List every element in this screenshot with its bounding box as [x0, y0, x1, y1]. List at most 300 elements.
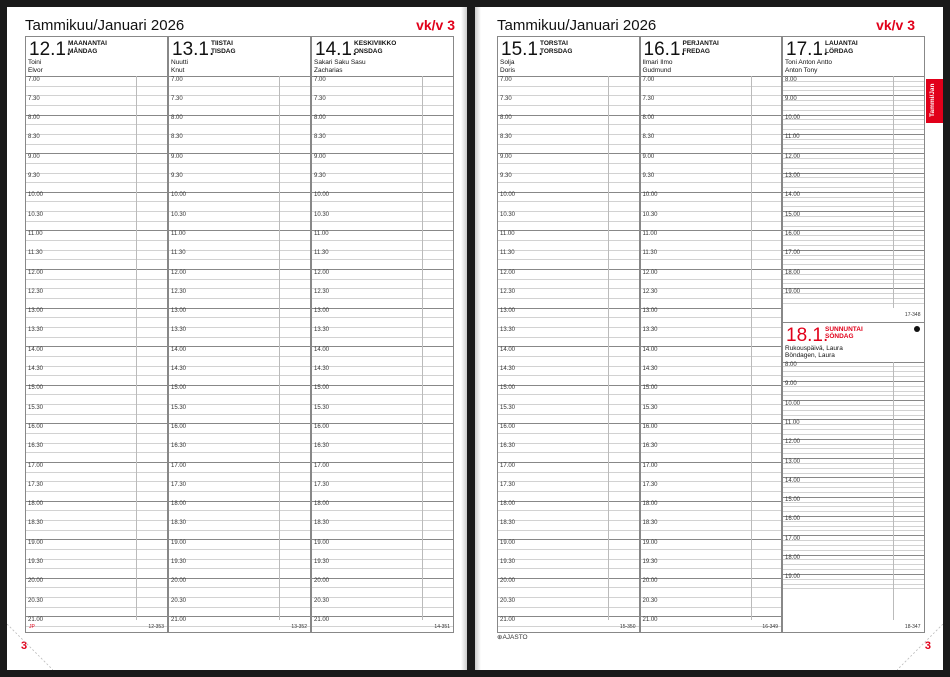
time-label: 11.00: [28, 230, 43, 237]
time-slot[interactable]: [783, 211, 924, 230]
time-slot[interactable]: [26, 250, 167, 269]
time-label: 13.30: [500, 327, 516, 334]
day-name-fi: PERJANTAI: [682, 40, 719, 47]
time-label: 19.00: [785, 574, 801, 581]
time-slot[interactable]: [169, 616, 310, 635]
time-slot[interactable]: [641, 115, 782, 134]
time-label: 18.00: [785, 269, 801, 276]
time-slot[interactable]: [783, 76, 924, 95]
time-slot[interactable]: [498, 443, 639, 462]
time-label: 10.00: [314, 192, 330, 199]
time-slot[interactable]: [312, 462, 453, 481]
time-slot[interactable]: [641, 616, 782, 635]
name-day: Gudmund: [642, 66, 672, 74]
time-slot[interactable]: [641, 366, 782, 385]
page-title: Tammikuu/Januari 2026: [497, 17, 657, 34]
day-names: [825, 40, 858, 55]
name-day-list: [500, 59, 515, 74]
time-label: 10.00: [785, 400, 801, 407]
time-slot[interactable]: [26, 288, 167, 307]
weekend-column: [782, 36, 925, 633]
time-slot[interactable]: [498, 578, 639, 597]
time-slot[interactable]: [641, 211, 782, 230]
time-slot[interactable]: [641, 134, 782, 153]
time-label: 9.30: [500, 173, 512, 179]
day-number-footer: 17-348: [904, 311, 921, 318]
time-label: 8.30: [642, 134, 655, 141]
time-label: 10.00: [171, 192, 187, 199]
time-slot[interactable]: [783, 458, 924, 477]
time-slot[interactable]: [169, 95, 310, 114]
name-day: Solja: [500, 59, 515, 66]
time-label: 12.30: [28, 288, 44, 295]
time-label: 16.30: [171, 443, 187, 450]
time-slot[interactable]: [26, 578, 167, 597]
time-slot[interactable]: [169, 385, 310, 404]
time-slot[interactable]: [26, 481, 167, 500]
time-label: 18.00: [28, 501, 44, 508]
time-label: 11.30: [642, 250, 658, 257]
time-label: 13.30: [642, 327, 658, 334]
time-label: 12.30: [171, 288, 187, 295]
time-slot[interactable]: [641, 423, 782, 442]
time-slot[interactable]: [783, 173, 924, 192]
day-header: [169, 37, 310, 76]
time-slot[interactable]: [641, 597, 782, 616]
time-slot[interactable]: [312, 501, 453, 520]
time-slot[interactable]: [641, 481, 782, 500]
day-names: [354, 40, 396, 55]
time-label: 7.00: [642, 76, 655, 83]
time-slot[interactable]: [26, 520, 167, 539]
time-slot[interactable]: [641, 173, 782, 192]
day-column: [168, 36, 311, 633]
time-label: 9.00: [785, 95, 797, 102]
time-label: 15.30: [171, 404, 187, 411]
time-label: 14.00: [785, 192, 801, 199]
time-slot[interactable]: [783, 516, 924, 535]
brand-logo: ⊕AJASTO: [497, 634, 528, 641]
time-slot[interactable]: [169, 539, 310, 558]
time-label: 12.30: [642, 288, 658, 295]
time-slot[interactable]: [169, 346, 310, 365]
time-slot[interactable]: [312, 288, 453, 307]
time-slot[interactable]: [498, 404, 639, 423]
time-slot[interactable]: [641, 462, 782, 481]
time-slot[interactable]: [312, 327, 453, 346]
time-slot[interactable]: [169, 462, 310, 481]
time-slot[interactable]: [498, 481, 639, 500]
time-slot[interactable]: [783, 192, 924, 211]
time-slot[interactable]: [312, 520, 453, 539]
time-label: 15.30: [28, 404, 44, 411]
time-label: 7.00: [314, 76, 326, 83]
time-slot[interactable]: [169, 153, 310, 172]
time-label: 14.00: [500, 346, 516, 353]
time-label: 19.00: [500, 539, 516, 546]
time-label: 14.30: [314, 366, 330, 372]
time-label: 21.00: [500, 616, 516, 623]
week-number: vk/v 3: [876, 17, 915, 33]
time-label: 21.00: [314, 616, 330, 623]
time-slot[interactable]: [26, 346, 167, 365]
time-label: 20.00: [500, 578, 516, 585]
time-slot[interactable]: [169, 520, 310, 539]
time-slot[interactable]: [641, 308, 782, 327]
time-slot[interactable]: [783, 95, 924, 114]
time-slot[interactable]: [783, 250, 924, 269]
day-number-footer: 18-347: [904, 624, 921, 630]
time-slot[interactable]: [26, 559, 167, 578]
time-slot[interactable]: [26, 95, 167, 114]
time-label: 15.00: [28, 385, 44, 392]
time-slot[interactable]: [498, 115, 639, 134]
time-label: 16.00: [500, 423, 516, 430]
time-slot[interactable]: [783, 269, 924, 288]
time-label: 18.30: [500, 520, 516, 527]
time-slot[interactable]: [783, 381, 924, 400]
time-slot[interactable]: [498, 346, 639, 365]
time-slot[interactable]: [169, 597, 310, 616]
day-date: 12.1.: [29, 39, 72, 60]
time-slot[interactable]: [312, 250, 453, 269]
time-slot[interactable]: [783, 477, 924, 496]
time-label: 10.30: [28, 211, 44, 218]
time-slot[interactable]: [169, 134, 310, 153]
time-slot[interactable]: [312, 443, 453, 462]
time-label: 18.00: [642, 501, 658, 508]
time-label: 20.30: [28, 597, 44, 604]
time-slot[interactable]: [498, 211, 639, 230]
name-day: Doris: [500, 66, 516, 74]
time-slot[interactable]: [169, 423, 310, 442]
time-label: 19.30: [171, 559, 187, 565]
page-title: Tammikuu/Januari 2026: [25, 17, 185, 34]
time-slot[interactable]: [498, 423, 639, 442]
day-name-sv: SÖNDAG: [825, 333, 854, 341]
time-slot[interactable]: [783, 574, 924, 593]
time-slot[interactable]: [783, 362, 924, 381]
time-slot[interactable]: [26, 423, 167, 442]
time-slot[interactable]: [783, 400, 924, 419]
time-slot[interactable]: [641, 288, 782, 307]
time-slot[interactable]: [26, 134, 167, 153]
time-label: 16.30: [314, 443, 330, 450]
time-slot[interactable]: [498, 269, 639, 288]
day-header: [641, 37, 782, 76]
left-page: [7, 7, 467, 670]
time-slot[interactable]: [169, 327, 310, 346]
name-day-list: [28, 59, 43, 74]
time-label: 18.30: [28, 520, 44, 527]
time-slot[interactable]: [26, 385, 167, 404]
day-name-fi: TORSTAI: [540, 40, 568, 47]
time-slot[interactable]: [498, 134, 639, 153]
time-slot[interactable]: [498, 230, 639, 249]
time-label: 7.00: [500, 76, 512, 83]
time-slot[interactable]: [498, 385, 639, 404]
time-slot[interactable]: [641, 192, 782, 211]
day-date: 13.1.: [172, 39, 215, 60]
time-label: 20.30: [171, 597, 187, 604]
time-slot[interactable]: [641, 520, 782, 539]
time-label: 14.30: [28, 366, 44, 372]
time-slot[interactable]: [312, 346, 453, 365]
time-slot[interactable]: [641, 230, 782, 249]
time-slot[interactable]: [498, 501, 639, 520]
time-slot[interactable]: [641, 76, 782, 95]
time-slot[interactable]: [26, 230, 167, 249]
day-name-sv: TISDAG: [211, 47, 236, 55]
name-day: Ilmari Ilmo: [642, 59, 673, 66]
day-date: 18.1.: [786, 324, 829, 346]
sunday-section: [783, 322, 924, 632]
time-slot[interactable]: [312, 539, 453, 558]
time-slot[interactable]: [641, 578, 782, 597]
time-slot[interactable]: [783, 288, 924, 307]
day-names: [68, 40, 107, 55]
time-slot[interactable]: [26, 211, 167, 230]
time-label: 19.00: [785, 288, 801, 295]
time-slot[interactable]: [26, 269, 167, 288]
name-day: Toni Anton Antto: [785, 59, 832, 66]
time-slot[interactable]: [312, 385, 453, 404]
time-label: 9.30: [314, 173, 326, 179]
time-label: 14.30: [500, 366, 516, 372]
name-day: Toini: [28, 59, 42, 66]
name-day: Anton Tony: [785, 66, 818, 74]
time-label: 14.00: [785, 477, 801, 484]
time-slot[interactable]: [26, 153, 167, 172]
time-label: 11.00: [500, 230, 515, 237]
name-day-list: [785, 59, 832, 74]
time-label: 18.00: [314, 501, 330, 508]
time-slot[interactable]: [641, 327, 782, 346]
time-slot[interactable]: [498, 288, 639, 307]
time-slot[interactable]: [783, 535, 924, 554]
time-slot[interactable]: [498, 539, 639, 558]
time-slot[interactable]: [169, 76, 310, 95]
time-slot[interactable]: [312, 269, 453, 288]
time-slot[interactable]: [641, 385, 782, 404]
time-slot[interactable]: [312, 559, 453, 578]
time-label: 14.00: [171, 346, 187, 353]
time-slot[interactable]: [312, 173, 453, 192]
time-grid: [498, 76, 639, 636]
name-day: Nuutti: [171, 59, 188, 66]
time-slot[interactable]: [26, 501, 167, 520]
time-slot[interactable]: [312, 481, 453, 500]
time-slot[interactable]: [498, 76, 639, 95]
time-slot[interactable]: [312, 95, 453, 114]
initials-mark: JP: [29, 624, 35, 630]
day-name-fi: KESKIVIIKKO: [354, 40, 397, 47]
time-slot[interactable]: [498, 366, 639, 385]
time-slot[interactable]: [498, 153, 639, 172]
time-slot[interactable]: [783, 555, 924, 574]
time-slot[interactable]: [169, 366, 310, 385]
time-slot[interactable]: [26, 597, 167, 616]
time-label: 12.00: [785, 153, 801, 160]
time-label: 8.00: [642, 115, 655, 122]
time-slot[interactable]: [169, 115, 310, 134]
time-slot[interactable]: [169, 250, 310, 269]
time-slot[interactable]: [26, 173, 167, 192]
time-label: 18.30: [642, 520, 658, 527]
time-slot[interactable]: [312, 366, 453, 385]
time-label: 12.00: [314, 269, 330, 276]
time-slot[interactable]: [783, 153, 924, 172]
time-label: 10.30: [314, 211, 330, 218]
time-slot[interactable]: [312, 597, 453, 616]
time-slot[interactable]: [169, 501, 310, 520]
day-number-footer: 15-350: [619, 624, 636, 630]
time-slot[interactable]: [169, 173, 310, 192]
time-slot[interactable]: [312, 192, 453, 211]
time-slot[interactable]: [312, 153, 453, 172]
time-slot[interactable]: [783, 497, 924, 516]
time-label: 16.00: [171, 423, 187, 430]
time-slot[interactable]: [641, 539, 782, 558]
month-tab[interactable]: [926, 79, 943, 123]
day-date: 15.1.: [501, 39, 544, 60]
time-slot[interactable]: [169, 192, 310, 211]
time-slot[interactable]: [641, 153, 782, 172]
time-slot[interactable]: [26, 308, 167, 327]
time-label: 7.00: [171, 76, 183, 83]
time-label: 13.00: [171, 308, 187, 315]
time-slot[interactable]: [641, 269, 782, 288]
time-slot[interactable]: [312, 211, 453, 230]
time-slot[interactable]: [26, 443, 167, 462]
time-slot[interactable]: [169, 578, 310, 597]
time-label: 12.00: [500, 269, 516, 276]
time-slot[interactable]: [26, 327, 167, 346]
time-label: 15.30: [642, 404, 658, 411]
time-label: 7.30: [642, 95, 655, 102]
time-label: 11.30: [171, 250, 186, 257]
time-grid: [641, 76, 782, 636]
time-label: 15.00: [642, 385, 658, 392]
time-label: 17.00: [785, 535, 801, 542]
time-slot[interactable]: [26, 76, 167, 95]
time-label: 13.00: [28, 308, 44, 315]
time-label: 14.00: [314, 346, 330, 353]
time-label: 14.00: [642, 346, 658, 353]
time-slot[interactable]: [169, 308, 310, 327]
time-slot[interactable]: [26, 115, 167, 134]
time-slot[interactable]: [312, 578, 453, 597]
time-slot[interactable]: [783, 230, 924, 249]
time-slot[interactable]: [498, 597, 639, 616]
day-name-sv: TORSDAG: [540, 47, 573, 55]
time-slot[interactable]: [783, 115, 924, 134]
time-label: 16.30: [642, 443, 658, 450]
time-slot[interactable]: [26, 366, 167, 385]
time-label: 8.30: [500, 134, 512, 141]
name-day: Knut: [171, 66, 185, 74]
time-slot[interactable]: [169, 404, 310, 423]
page-number: 3: [924, 640, 931, 652]
time-slot[interactable]: [169, 288, 310, 307]
time-slot[interactable]: [498, 250, 639, 269]
time-slot[interactable]: [498, 173, 639, 192]
time-slot[interactable]: [641, 346, 782, 365]
time-slot[interactable]: [498, 327, 639, 346]
time-slot[interactable]: [641, 95, 782, 114]
time-slot[interactable]: [312, 404, 453, 423]
time-slot[interactable]: [498, 520, 639, 539]
time-slot[interactable]: [641, 501, 782, 520]
time-label: 13.30: [171, 327, 187, 334]
time-label: 10.30: [171, 211, 187, 218]
time-grid: [312, 76, 453, 636]
time-slot[interactable]: [169, 230, 310, 249]
time-slot[interactable]: [641, 404, 782, 423]
time-slot[interactable]: [169, 481, 310, 500]
time-slot[interactable]: [498, 559, 639, 578]
time-slot[interactable]: [783, 134, 924, 153]
time-slot[interactable]: [26, 462, 167, 481]
day-names: [211, 40, 236, 55]
time-slot[interactable]: [312, 230, 453, 249]
time-slot[interactable]: [169, 269, 310, 288]
time-label: 14.30: [642, 366, 658, 372]
time-slot[interactable]: [498, 308, 639, 327]
page-number: 3: [21, 640, 28, 652]
time-slot[interactable]: [312, 134, 453, 153]
time-label: 18.00: [171, 501, 187, 508]
time-label: 18.00: [500, 501, 516, 508]
time-label: 10.00: [785, 115, 801, 122]
time-label: 8.30: [28, 134, 40, 141]
time-slot[interactable]: [641, 250, 782, 269]
time-slot[interactable]: [26, 192, 167, 211]
time-slot[interactable]: [312, 76, 453, 95]
time-slot[interactable]: [641, 443, 782, 462]
day-number-footer: 14-351: [434, 624, 450, 630]
day-header: [783, 37, 924, 76]
time-label: 9.00: [314, 153, 326, 160]
time-slot[interactable]: [26, 539, 167, 558]
time-slot[interactable]: [312, 423, 453, 442]
time-label: 12.00: [171, 269, 187, 276]
time-slot[interactable]: [641, 559, 782, 578]
time-label: 15.30: [314, 404, 330, 411]
time-slot[interactable]: [169, 443, 310, 462]
day-names: [825, 326, 863, 341]
time-slot[interactable]: [169, 559, 310, 578]
time-label: 15.00: [785, 497, 801, 504]
time-label: 17.30: [28, 481, 44, 488]
time-slot[interactable]: [498, 462, 639, 481]
time-slot[interactable]: [312, 308, 453, 327]
time-slot[interactable]: [783, 419, 924, 438]
day-column: [640, 36, 783, 633]
day-names: [540, 40, 572, 55]
time-slot[interactable]: [26, 404, 167, 423]
time-label: 14.00: [28, 346, 44, 353]
day-header: [783, 323, 924, 362]
time-slot[interactable]: [169, 211, 310, 230]
time-slot[interactable]: [498, 95, 639, 114]
time-slot[interactable]: [312, 115, 453, 134]
time-label: 8.00: [785, 76, 797, 83]
time-slot[interactable]: [498, 192, 639, 211]
time-label: 17.30: [314, 481, 330, 488]
time-slot[interactable]: [312, 616, 453, 635]
time-slot[interactable]: [783, 439, 924, 458]
